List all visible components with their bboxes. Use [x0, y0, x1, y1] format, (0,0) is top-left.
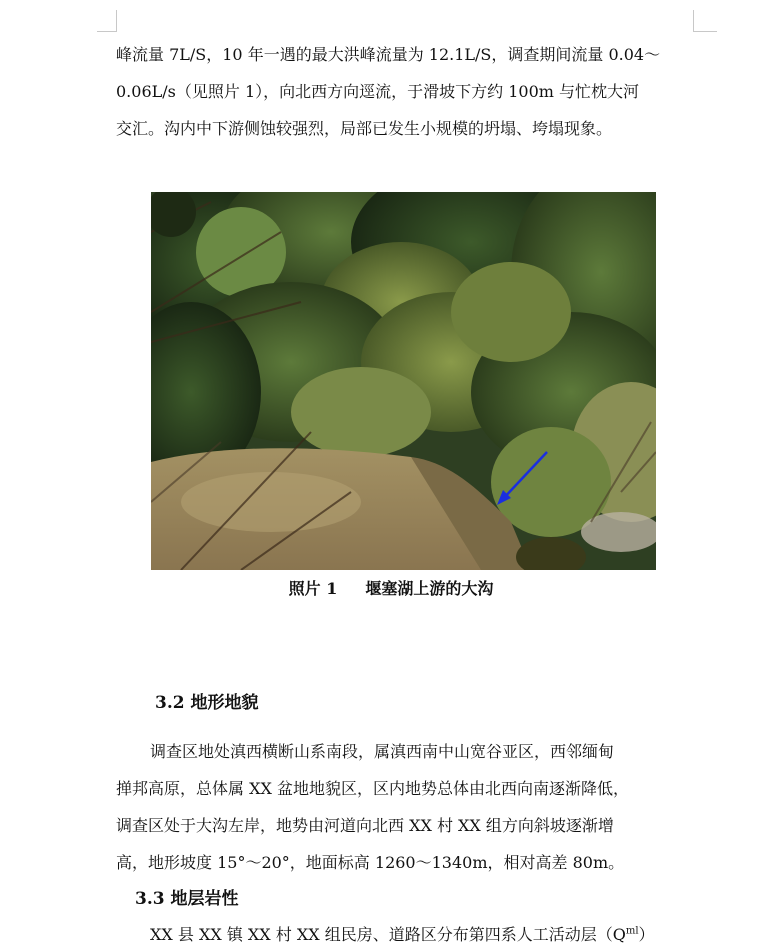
text-line: 0.06L/s（见照片 1），向北西方向逕流，于滑坡下方约 100m 与忙枕大河 — [116, 82, 640, 101]
text-line: 调查区处于大沟左岸，地势由河道向北西 XX 村 XX 组方向斜坡逐渐增 — [116, 816, 614, 835]
crop-mark-line — [693, 10, 694, 32]
text-line: 高，地形坡度 15°～20°，地面标高 1260～1340m，相对高差 80m。 — [116, 853, 625, 872]
paragraph-strata — [150, 922, 655, 945]
photo-illustration — [151, 192, 656, 570]
photo-caption — [0, 576, 782, 599]
section-heading-3-2: 3.2 地形地貌 — [155, 693, 259, 713]
crop-mark-line — [693, 31, 717, 32]
superscript-ml: ml — [625, 925, 639, 937]
paragraph-flow — [116, 36, 691, 147]
caption-text: 堰塞湖上游的大沟 — [365, 579, 494, 598]
text-line: XX 县 XX 镇 XX 村 XX 组民房、道路区分布第四系人工活动层（Q — [150, 925, 626, 944]
text-line-end: ） — [638, 925, 655, 944]
crop-mark-line — [97, 31, 117, 32]
text-line: 峰流量 7L/S，10 年一遇的最大洪峰流量为 12.1L/S，调查期间流量 0.04～ — [116, 45, 661, 64]
crop-mark-line — [116, 10, 117, 32]
caption-label: 照片 1 — [288, 579, 338, 598]
text-line: 掸邦高原，总体属 XX 盆地地貌区，区内地势总体由北西向南逐渐降低， — [116, 779, 629, 798]
paragraph-terrain — [116, 733, 691, 881]
text-line: 交汇。沟内中下游侧蚀较强烈，局部已发生小规模的坍塌、垮塌现象。 — [116, 119, 613, 138]
text-line: 调查区地处滇西横断山系南段，属滇西南中山宽谷亚区，西邻缅甸 — [150, 742, 615, 761]
section-heading-3-3: 3.3 地层岩性 — [135, 889, 239, 909]
photo-gully — [151, 192, 656, 570]
